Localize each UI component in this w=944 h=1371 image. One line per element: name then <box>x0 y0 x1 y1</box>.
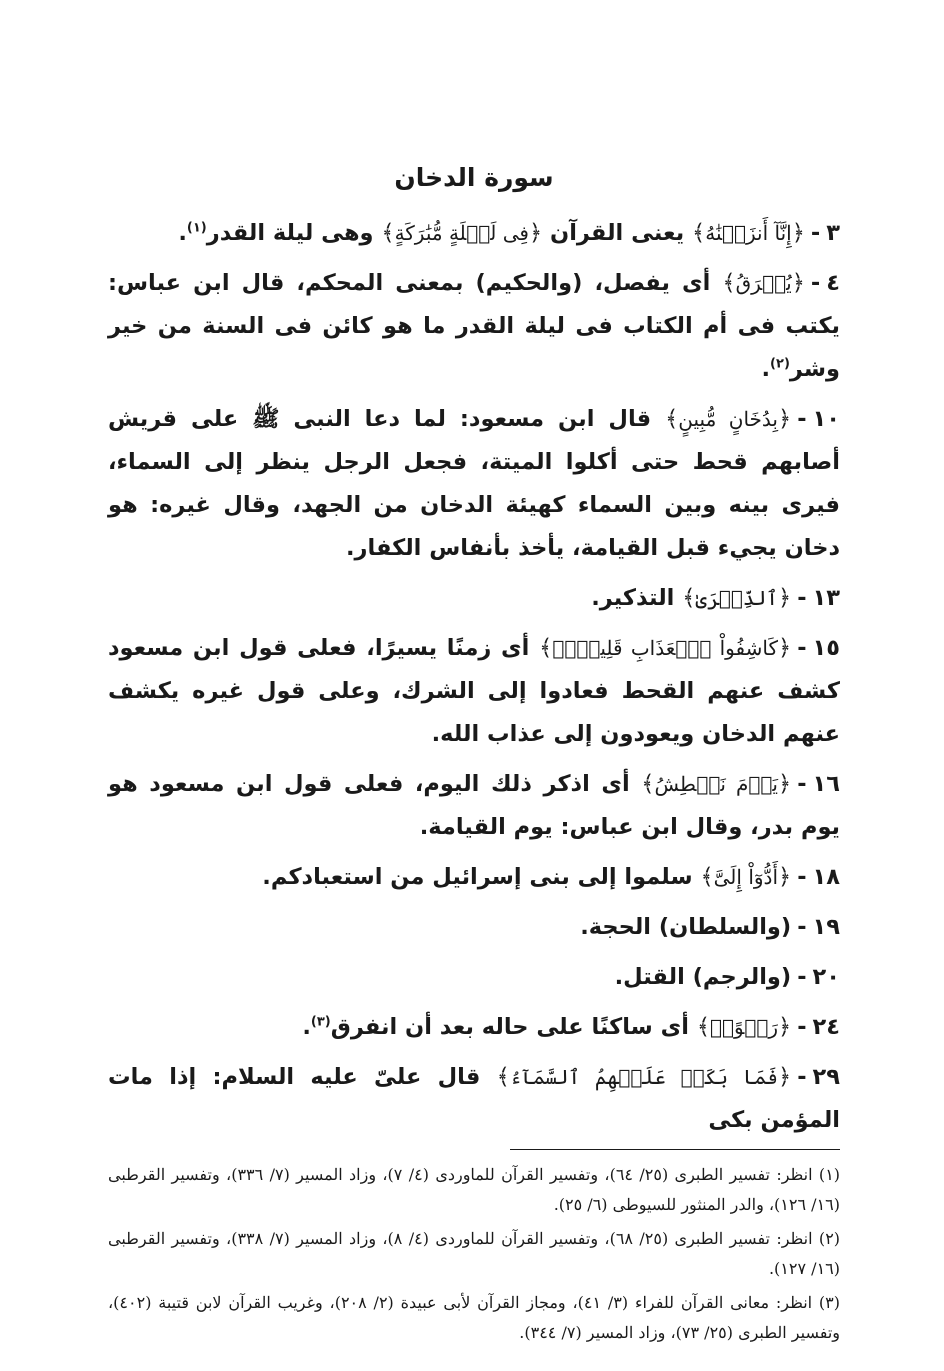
quran-text: إِنَّآ أَنزَلۡنَٰهُ <box>705 221 792 245</box>
entry-verse-29 <box>108 1056 840 1142</box>
verse-number: ١٨ <box>812 864 840 890</box>
ornate-bracket-open: ﴿ <box>528 220 543 246</box>
verse-number: ٢٠ <box>812 964 840 990</box>
dash: - <box>797 1064 807 1090</box>
verse-number: ٢٩ <box>812 1064 840 1090</box>
ornate-bracket-close: ﴾ <box>700 864 714 890</box>
entry-verse-20 <box>108 956 840 999</box>
commentary-text: أى اذكر ذلك اليوم، فعلى قول ابن مسعود هو يوم بدر، وقال ابن عباس: يوم القيامة. <box>108 771 840 840</box>
ornate-bracket-open: ﴿ <box>778 1064 792 1090</box>
dash: - <box>797 406 807 432</box>
verse-number: ٢٤ <box>812 1014 840 1040</box>
ornate-bracket-close: ﴾ <box>692 220 706 246</box>
dash: - <box>797 964 807 990</box>
verse-number: ١٩ <box>812 914 840 940</box>
ornate-bracket-open: ﴿ <box>778 406 792 432</box>
surah-title: سورة الدخان <box>394 163 554 192</box>
footnote-2: (٢) انظر: تفسير الطبرى (٢٥/ ٦٨)، وتفسير القرآن للماوردى (٤/ ٨)، وزاد المسير (٧/ ٣٣٨)، وتفسير القرطبى (١٦/ ١٢٧). <box>108 1229 841 1278</box>
ornate-bracket-close: ﴾ <box>696 1014 710 1040</box>
quran-text: ٱلذِّكۡرَىٰ <box>695 586 778 610</box>
quran-text: رَهۡوًاۖ <box>710 1015 778 1039</box>
entry-verse-3 <box>108 212 840 255</box>
commentary-text: التذكير. <box>591 585 683 611</box>
entry-verse-18 <box>108 856 840 899</box>
ornate-bracket-close: ﴾ <box>722 270 736 296</box>
commentary-text: سلموا إلى بنى إسرائيل من استعبادكم. <box>262 864 701 890</box>
ornate-bracket-close: ﴾ <box>381 220 395 246</box>
dash: - <box>797 635 807 661</box>
verse-number: ٤ <box>826 270 840 296</box>
ornate-bracket-close: ﴾ <box>665 406 679 432</box>
quran-text: يُفۡرَقُ <box>735 271 792 295</box>
quran-text: أَدُّوٓاْ إِلَىَّ <box>713 865 778 889</box>
commentary-text: (والسلطان) الحجة. <box>580 914 792 940</box>
verse-number: ٣ <box>826 220 840 246</box>
footnote-ref: (٢) <box>770 356 790 372</box>
dash: - <box>810 270 821 296</box>
verse-number: ١٠ <box>812 406 840 432</box>
dash: - <box>810 220 821 246</box>
entry-verse-24 <box>108 1006 840 1049</box>
period: . <box>302 1014 311 1040</box>
commentary-entries <box>108 212 840 1142</box>
footnote-3: (٣) انظر: معانى القرآن للفراء (٣/ ٤١)، ومجاز القرآن لأبى عبيدة (٢/ ٢٠٨)، وغريب القرآن لابن قتيبة (٤٠٢)، وتفسير الطبرى (٢٥/ ٧٣)، وزاد المسير (٧/ ٣٤٤). <box>108 1293 841 1342</box>
ornate-bracket-close: ﴾ <box>641 771 655 797</box>
quran-text: فِى لَيۡلَةٍ مُّبَٰرَكَةٍ <box>394 221 529 245</box>
entry-verse-16 <box>108 763 840 849</box>
quran-text: فَمَا بَكَتۡ عَلَيۡهِمُ ٱلسَّمَآءُ <box>509 1065 778 1089</box>
entry-verse-19 <box>108 906 840 949</box>
commentary-text: أى ساكنًا على حاله بعد أن انفرق <box>330 1014 697 1040</box>
ornate-bracket-open: ﴿ <box>778 635 792 661</box>
entry-verse-13 <box>108 577 840 620</box>
period: . <box>761 356 771 382</box>
commentary-text: قال علىّ عليه السلام: إذا مات المؤمن بكى <box>108 1064 840 1133</box>
footnote-ref: (٣) <box>310 1014 331 1030</box>
ornate-bracket-open: ﴿ <box>778 1014 792 1040</box>
commentary-text: وهى ليلة القدر <box>206 220 382 246</box>
verse-number: ١٥ <box>812 635 840 661</box>
ornate-bracket-close: ﴾ <box>496 1064 510 1090</box>
verse-number: ١٦ <box>812 771 840 797</box>
entry-verse-4 <box>108 262 840 391</box>
ornate-bracket-close: ﴾ <box>682 585 696 611</box>
entry-verse-10 <box>108 398 840 570</box>
ornate-bracket-open: ﴿ <box>791 270 805 296</box>
entry-verse-15 <box>108 627 840 756</box>
ornate-bracket-open: ﴿ <box>778 771 792 797</box>
ornate-bracket-open: ﴿ <box>778 864 792 890</box>
quran-text: يَوۡمَ نَبۡطِشُ <box>654 772 778 796</box>
ornate-bracket-open: ﴿ <box>778 585 792 611</box>
footnotes <box>108 1160 840 1348</box>
dash: - <box>797 585 807 611</box>
ornate-bracket-open: ﴿ <box>791 220 805 246</box>
footnote-separator <box>510 1149 840 1150</box>
quran-text: بِدُخَانٍ مُّبِينٍ <box>678 407 778 431</box>
ornate-bracket-close: ﴾ <box>539 635 553 661</box>
footnote-ref: (١) <box>186 220 207 236</box>
verse-number: ١٣ <box>812 585 840 611</box>
dash: - <box>797 864 807 890</box>
commentary-text: قال ابن مسعود: لما دعا النبى ﷺ على قريش أصابهم قحط حتى أكلوا الميتة، فجعل الرجل ينظر إلى السماء، فيرى بينه وبين السماء كهيئة الدخان من الجهد، وقال غيره: هو دخان يجيء قبل القيامة، يأخذ بأنفاس الكفار. <box>108 406 840 561</box>
footnote-1: (١) انظر: تفسير الطبرى (٢٥/ ٦٤)، وتفسير القرآن للماوردى (٤/ ٧)، وزاد المسير (٧/ ٣٣٦)، وتفسير القرطبى (١٦/ ١٢٦)، والدر المنثور للسيوطى (٦/ ٢٥). <box>108 1165 841 1214</box>
dash: - <box>797 771 807 797</box>
quran-text: كَاشِفُواْ ٱلۡعَذَابِ قَلِيلًاۚ <box>552 636 778 660</box>
commentary-text: أى يفصل، (والحكيم) بمعنى المحكم، قال ابن عباس: يكتب فى أم الكتاب فى ليلة القدر ما هو كائن فى السنة من خير وشر <box>108 270 840 382</box>
commentary-text: يعنى القرآن <box>542 220 693 246</box>
dash: - <box>797 1014 807 1040</box>
dash: - <box>797 914 807 940</box>
commentary-text: أى زمنًا يسيرًا، فعلى قول ابن مسعود كشف عنهم القحط فعادوا إلى الشرك، وعلى قول غيره يكشف عنهم الدخان ويعودون إلى عذاب الله. <box>108 635 840 747</box>
period: . <box>178 220 187 246</box>
commentary-text: (والرجم) القتل. <box>614 964 792 990</box>
